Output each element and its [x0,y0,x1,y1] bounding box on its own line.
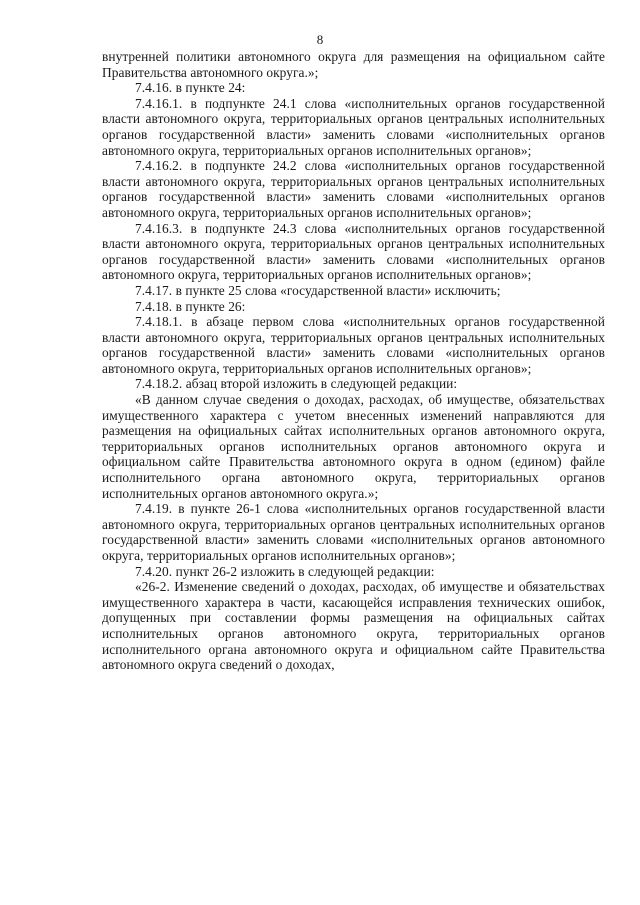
paragraph-item-7-4-18-2: 7.4.18.2. абзац второй изложить в следующей редакции: [135,376,458,392]
paragraph-item-7-4-19: 7.4.19. в пункте 26-1 слова «исполнительных органов государственной власти автономного округа, территориальных органов центральных исполнительных органов государственной власти» заменить словами «исполнительных органов автономного округа, территориальных органов исполнительных органов»; [102,501,605,563]
paragraph-continuation: внутренней политики автономного округа для размещения на официальном сайте Правительства автономного округа.»; [102,49,605,80]
paragraph-item-7-4-17: 7.4.17. в пункте 25 слова «государственной власти» исключить; [135,282,501,298]
paragraph-item-7-4-18-1: 7.4.18.1. в абзаце первом слова «исполнительных органов государственной власти автономного округа, территориальных органов центральных исполнительных органов государственной власти» заменить словами «исполнительных органов автономного округа, территориальных органов исполнительных органов»; [102,314,605,376]
paragraph-item-7-4-16-2: 7.4.16.2. в подпункте 24.2 слова «исполнительных органов государственной власти автономного округа, территориальных органов центральных исполнительных органов государственной власти» заменить словами «исполнительных органов автономного округа, территориальных органов исполнительных органов»; [102,158,605,220]
paragraph-item-7-4-20: 7.4.20. пункт 26-2 изложить в следующей редакции: [135,563,435,579]
page-number: 8 [316,32,324,47]
paragraph-item-7-4-16-3: 7.4.16.3. в подпункте 24.3 слова «исполнительных органов государственной власти автономного округа, территориальных органов центральных исполнительных органов государственной власти» заменить словами «исполнительных органов автономного округа, территориальных органов исполнительных органов»; [102,220,605,283]
paragraph-item-7-4-16-1: 7.4.16.1. в подпункте 24.1 слова «исполнительных органов государственной власти автономного округа, территориальных органов центральных исполнительных органов государственной власти» заменить словами «исполнительных органов автономного округа, территориальных органов исполнительных органов»; [102,95,605,158]
paragraph-item-7-4-18: 7.4.18. в пункте 26: [135,298,246,314]
paragraph-quoted-text: «В данном случае сведения о доходах, расходах, об имуществе, обязательствах имущественного характера с учетом внесенных изменений направляются для размещения на официальных сайтах исполнительных органов автономного округа, территориальных органов исполнительных органов автономного округа и официальном сайте Правительства автономного округа в одном (едином) файле исполнительного органа автономного округа, территориальных органов исполнительных органов автономного округа.»; [102,392,605,501]
document-body [102,49,605,673]
paragraph-item-7-4-16: 7.4.16. в пункте 24: [135,80,246,96]
paragraph-quoted-26-2: «26-2. Изменение сведений о доходах, расходах, об имуществе и обязательствах имущественного характера в части, касающейся исправления технических ошибок, допущенных при составлении формы размещения на официальных сайтах исполнительных органов автономного округа, территориальных органов исполнительного органа автономного округа и официальном сайте Правительства автономного округа сведений о доходах, [102,579,605,673]
